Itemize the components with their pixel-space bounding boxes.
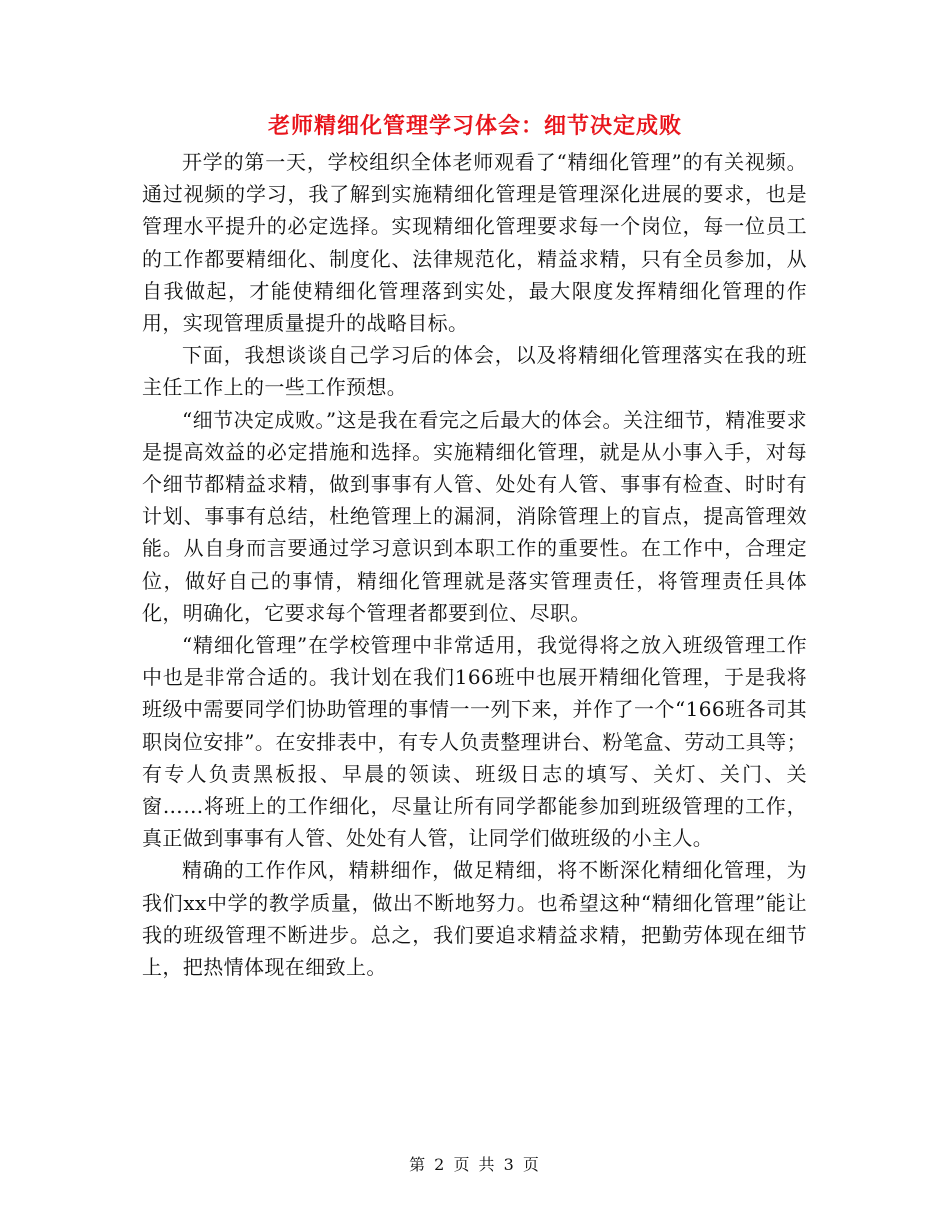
paragraph: 精确的工作作风，精耕细作，做足精细，将不断深化精细化管理，为我们xx中学的教学质量，做出不断地努力。也希望这种“精细化管理”能让我的班级管理不断进步。总之，我们要追求精益求精，把勤劳体现在细节上，把热情体现在细致上。: [142, 858, 807, 980]
document-title: 老师精细化管理学习体会：细节决定成败: [267, 113, 682, 139]
page-footer: 第 2 页 共 3 页: [409, 1155, 541, 1174]
document-body: [142, 146, 807, 983]
paragraph: “精细化管理”在学校管理中非常适用，我觉得将之放入班级管理工作中也是非常合适的。我计划在我们166班中也展开精细化管理，于是我将班级中需要同学们协助管理的事情一一列下来，并作了一个“166班各司其职岗位安排”。在安排表中，有专人负责整理讲台、粉笔盒、劳动工具等；有专人负责黑板报、早晨的领读、班级日志的填写、关灯、关门、关窗……将班上的工作细化，尽量让所有同学都能参加到班级管理的工作，真正做到事事有人管、处处有人管，让同学们做班级的小主人。: [142, 633, 807, 851]
paragraph: “细节决定成败。”这是我在看完之后最大的体会。关注细节，精准要求是提高效益的必定措施和选择。实施精细化管理，就是从小事入手，对每个细节都精益求精，做到事事有人管、处处有人管、事事有检查、时时有计划、事事有总结，杜绝管理上的漏洞，消除管理上的盲点，提高管理效能。从自身而言要通过学习意识到本职工作的重要性。在工作中，合理定位，做好自己的事情，精细化管理就是落实管理责任，将管理责任具体化，明确化，它要求每个管理者都要到位、尽职。: [142, 407, 807, 625]
paragraph: 下面，我想谈谈自己学习后的体会，以及将精细化管理落实在我的班主任工作上的一些工作预想。: [142, 343, 807, 400]
paragraph: 开学的第一天，学校组织全体老师观看了“精细化管理”的有关视频。通过视频的学习，我了解到实施精细化管理是管理深化进展的要求，也是管理水平提升的必定选择。实现精细化管理要求每一个岗位，每一位员工的工作都要精细化、制度化、法律规范化，精益求精，只有全员参加，从自我做起，才能使精细化管理落到实处，最大限度发挥精细化管理的作用，实现管理质量提升的战略目标。: [142, 150, 807, 336]
